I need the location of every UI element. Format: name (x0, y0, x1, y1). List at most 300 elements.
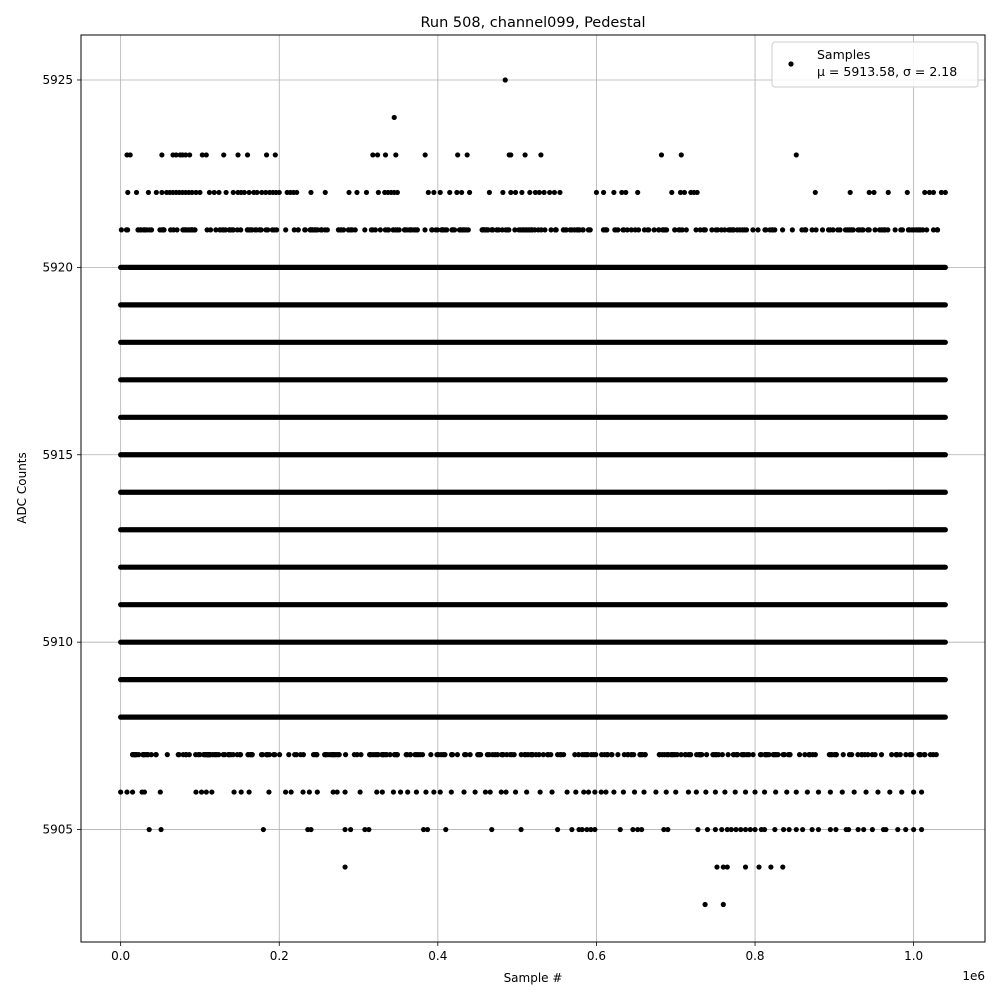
data-point (855, 752, 860, 757)
data-point (581, 789, 586, 794)
data-point (561, 752, 566, 757)
data-point (722, 789, 727, 794)
data-point (431, 190, 436, 195)
data-point (147, 827, 152, 832)
data-point (391, 789, 396, 794)
data-point (872, 227, 877, 232)
data-point (537, 190, 542, 195)
data-point (601, 227, 606, 232)
data-point (704, 752, 709, 757)
data-point (307, 789, 312, 794)
data-point (813, 190, 818, 195)
data-point (733, 827, 738, 832)
data-point (695, 190, 700, 195)
data-point (532, 227, 537, 232)
data-point (855, 227, 860, 232)
data-point (519, 827, 524, 832)
data-point (794, 152, 799, 157)
data-point (438, 190, 443, 195)
data-point (513, 789, 518, 794)
data-point (905, 190, 910, 195)
data-point (308, 827, 313, 832)
data-point (820, 227, 825, 232)
data-point (423, 789, 428, 794)
x-axis-ticks (111, 942, 923, 963)
data-point (142, 227, 147, 232)
data-point (204, 789, 209, 794)
data-point (675, 752, 680, 757)
data-point (375, 152, 380, 157)
data-point (763, 227, 768, 232)
data-point (513, 190, 518, 195)
data-point (524, 789, 529, 794)
data-point (154, 752, 159, 757)
data-point (374, 752, 379, 757)
data-point (840, 789, 845, 794)
data-points (118, 77, 948, 907)
data-point (928, 752, 933, 757)
data-point (273, 152, 278, 157)
data-point (733, 789, 738, 794)
data-point (773, 789, 778, 794)
data-point (394, 752, 399, 757)
data-point (128, 152, 133, 157)
y-tick-label: 5925 (42, 72, 73, 87)
data-point (748, 827, 753, 832)
data-point (594, 190, 599, 195)
data-point (611, 190, 616, 195)
chart-title: Run 508, channel099, Pedestal (420, 15, 646, 31)
data-point (289, 789, 294, 794)
data-point (395, 190, 400, 195)
data-point (772, 827, 777, 832)
data-point (719, 827, 724, 832)
data-point (555, 827, 560, 832)
data-point (816, 789, 821, 794)
data-point (881, 227, 886, 232)
data-point (533, 752, 538, 757)
data-point (508, 190, 513, 195)
data-point (247, 190, 252, 195)
data-point (722, 227, 727, 232)
data-point (770, 227, 775, 232)
data-point (286, 752, 291, 757)
data-point (548, 227, 553, 232)
data-point (247, 789, 252, 794)
data-point (187, 152, 192, 157)
data-point (442, 752, 447, 757)
data-point (197, 190, 202, 195)
data-point (180, 227, 185, 232)
data-point (221, 152, 226, 157)
data-point (383, 152, 388, 157)
data-point (447, 190, 452, 195)
data-point (528, 752, 533, 757)
data-point (224, 190, 229, 195)
data-point (125, 190, 130, 195)
data-point (588, 227, 593, 232)
data-point (784, 789, 789, 794)
data-point (294, 752, 299, 757)
data-point (503, 77, 508, 82)
data-point (368, 752, 373, 757)
data-point (118, 789, 123, 794)
data-point (549, 789, 554, 794)
data-point (482, 227, 487, 232)
data-point (612, 227, 617, 232)
data-point (743, 864, 748, 869)
data-point (867, 227, 872, 232)
y-tick-label: 5915 (42, 447, 73, 462)
data-point (438, 789, 443, 794)
data-point (440, 227, 445, 232)
data-point (856, 827, 861, 832)
data-point (431, 789, 436, 794)
data-point (762, 789, 767, 794)
data-point (740, 227, 745, 232)
data-point (501, 752, 506, 757)
data-point (848, 190, 853, 195)
data-point (780, 864, 785, 869)
data-point (629, 752, 634, 757)
data-point (714, 752, 719, 757)
data-point (851, 227, 856, 232)
data-point (713, 827, 718, 832)
data-point (919, 789, 924, 794)
data-point (623, 190, 628, 195)
data-point (264, 152, 269, 157)
data-point (207, 190, 212, 195)
data-point (816, 827, 821, 832)
data-point (248, 752, 253, 757)
data-point (916, 752, 921, 757)
data-point (426, 190, 431, 195)
data-point (622, 752, 627, 757)
data-point (538, 152, 543, 157)
data-point (142, 752, 147, 757)
data-point (119, 227, 124, 232)
data-point (726, 752, 731, 757)
data-point (639, 827, 644, 832)
data-point (199, 789, 204, 794)
data-point (314, 752, 319, 757)
data-point (422, 227, 427, 232)
x-axis-offset-label: 1e6 (962, 969, 985, 983)
data-point (485, 752, 490, 757)
data-point (669, 752, 674, 757)
data-point (227, 227, 232, 232)
data-point (729, 827, 734, 832)
data-point (193, 789, 198, 794)
data-point (750, 227, 755, 232)
data-point (745, 752, 750, 757)
data-point (174, 227, 179, 232)
data-point (688, 752, 693, 757)
data-point (395, 227, 400, 232)
data-point (720, 752, 725, 757)
data-point (370, 152, 375, 157)
data-point (158, 827, 163, 832)
data-point (705, 827, 710, 832)
data-point (500, 227, 505, 232)
data-point (800, 827, 805, 832)
data-point (231, 190, 236, 195)
data-point (715, 227, 720, 232)
y-axis-label: ADC Counts (15, 452, 29, 524)
data-point (863, 789, 868, 794)
data-point (552, 190, 557, 195)
data-point (158, 789, 163, 794)
y-axis-ticks (42, 73, 81, 837)
data-point (476, 752, 481, 757)
data-point (611, 789, 616, 794)
data-point (632, 789, 637, 794)
data-point (342, 827, 347, 832)
data-point (259, 752, 264, 757)
data-point (449, 752, 454, 757)
data-point (461, 789, 466, 794)
data-point (527, 190, 532, 195)
data-point (414, 789, 419, 794)
data-point (831, 227, 836, 232)
data-point (516, 227, 521, 232)
data-point (348, 827, 353, 832)
data-point (934, 752, 939, 757)
data-point (339, 227, 344, 232)
data-point (220, 227, 225, 232)
data-point (643, 752, 648, 757)
data-point (235, 152, 240, 157)
data-point (216, 190, 221, 195)
data-point (161, 227, 166, 232)
data-point (625, 227, 630, 232)
data-point (430, 227, 435, 232)
data-point (828, 827, 833, 832)
data-point (875, 789, 880, 794)
data-point (911, 227, 916, 232)
data-point (810, 752, 815, 757)
data-point (473, 789, 478, 794)
data-point (621, 789, 626, 794)
data-point (130, 789, 135, 794)
data-point (752, 789, 757, 794)
data-point (768, 864, 773, 869)
data-point (459, 190, 464, 195)
data-point (911, 827, 916, 832)
data-point (580, 827, 585, 832)
data-point (615, 752, 620, 757)
data-point (499, 789, 504, 794)
data-point (889, 752, 894, 757)
data-point (593, 752, 598, 757)
data-point (679, 152, 684, 157)
data-point (425, 827, 430, 832)
data-point (909, 752, 914, 757)
data-point (455, 752, 460, 757)
data-point (618, 827, 623, 832)
data-point (412, 752, 417, 757)
data-point (702, 902, 707, 907)
data-point (380, 752, 385, 757)
data-point (358, 789, 363, 794)
data-point (261, 827, 266, 832)
data-point (226, 752, 231, 757)
data-point (922, 752, 927, 757)
data-point (414, 227, 419, 232)
data-point (738, 827, 743, 832)
data-point (743, 789, 748, 794)
data-point (899, 789, 904, 794)
data-point (509, 752, 514, 757)
grid-lines (81, 35, 985, 942)
data-point (714, 864, 719, 869)
x-axis-label: Sample # (503, 971, 563, 985)
data-point (393, 152, 398, 157)
data-point (721, 902, 726, 907)
data-point (879, 752, 884, 757)
data-point (895, 827, 900, 832)
data-point (686, 789, 691, 794)
data-point (354, 190, 359, 195)
data-point (867, 190, 872, 195)
data-point (342, 864, 347, 869)
x-tick-label: 0.4 (428, 949, 448, 963)
data-point (893, 227, 898, 232)
data-point (545, 752, 550, 757)
data-point (323, 190, 328, 195)
data-point (695, 827, 700, 832)
data-point (159, 190, 164, 195)
data-point (762, 752, 767, 757)
data-point (871, 190, 876, 195)
data-point (684, 227, 689, 232)
data-point (919, 827, 924, 832)
data-point (846, 827, 851, 832)
data-point (454, 190, 459, 195)
data-point (434, 752, 439, 757)
data-point (165, 752, 170, 757)
data-point (489, 227, 494, 232)
data-point (886, 190, 891, 195)
data-point (756, 864, 761, 869)
data-point (490, 752, 495, 757)
y-tick-label: 5920 (42, 260, 73, 275)
data-point (630, 827, 635, 832)
data-point (835, 227, 840, 232)
data-point (813, 227, 818, 232)
data-point (277, 752, 282, 757)
x-tick-label: 1.0 (904, 949, 924, 963)
data-point (669, 190, 674, 195)
data-point (428, 752, 433, 757)
data-point (214, 752, 219, 757)
data-point (519, 190, 524, 195)
y-tick-label: 5905 (42, 822, 73, 837)
data-point (373, 227, 378, 232)
data-point (860, 227, 865, 232)
data-point (503, 789, 508, 794)
data-point (883, 827, 888, 832)
data-point (660, 752, 665, 757)
data-point (743, 827, 748, 832)
data-point (577, 227, 582, 232)
data-point (452, 227, 457, 232)
data-point (245, 152, 250, 157)
data-point (659, 152, 664, 157)
data-point (694, 789, 699, 794)
data-point (676, 227, 681, 232)
data-point (136, 227, 141, 232)
data-point (265, 227, 270, 232)
data-point (366, 827, 371, 832)
data-point (794, 827, 799, 832)
data-point (449, 789, 454, 794)
data-point (833, 827, 838, 832)
legend-series-label: Samples (817, 47, 871, 62)
x-tick-label: 0.8 (745, 949, 765, 963)
data-point (576, 752, 581, 757)
data-point (308, 227, 313, 232)
data-point (557, 190, 562, 195)
data-point (272, 752, 277, 757)
data-point (239, 789, 244, 794)
data-point (277, 190, 282, 195)
data-point (315, 789, 320, 794)
data-point (254, 190, 259, 195)
data-point (300, 789, 305, 794)
data-point (564, 789, 569, 794)
data-point (911, 789, 916, 794)
data-point (519, 752, 524, 757)
legend-marker (788, 61, 793, 66)
data-point (330, 752, 335, 757)
legend (772, 42, 978, 87)
data-point (703, 789, 708, 794)
data-point (380, 789, 385, 794)
data-point (168, 227, 173, 232)
data-point (404, 752, 409, 757)
data-point (302, 227, 307, 232)
data-point (523, 752, 528, 757)
data-point (898, 752, 903, 757)
data-point (542, 190, 547, 195)
data-point (636, 227, 641, 232)
data-point (790, 227, 795, 232)
data-point (805, 789, 810, 794)
data-point (755, 227, 760, 232)
data-point (318, 227, 323, 232)
data-point (703, 227, 708, 232)
data-point (487, 190, 492, 195)
data-point (752, 827, 757, 832)
data-point (283, 789, 288, 794)
data-point (781, 827, 786, 832)
data-point (935, 227, 940, 232)
data-point (374, 789, 379, 794)
data-point (665, 827, 670, 832)
legend-stats-label: μ = 5913.58, σ = 2.18 (817, 64, 958, 79)
data-point (834, 752, 839, 757)
data-point (265, 752, 270, 757)
data-point (404, 227, 409, 232)
data-point (383, 227, 388, 232)
data-point (797, 752, 802, 757)
data-point (465, 152, 470, 157)
x-tick-label: 0.6 (586, 949, 606, 963)
data-point (467, 190, 472, 195)
data-point (698, 752, 703, 757)
y-tick-label: 5910 (42, 635, 73, 650)
